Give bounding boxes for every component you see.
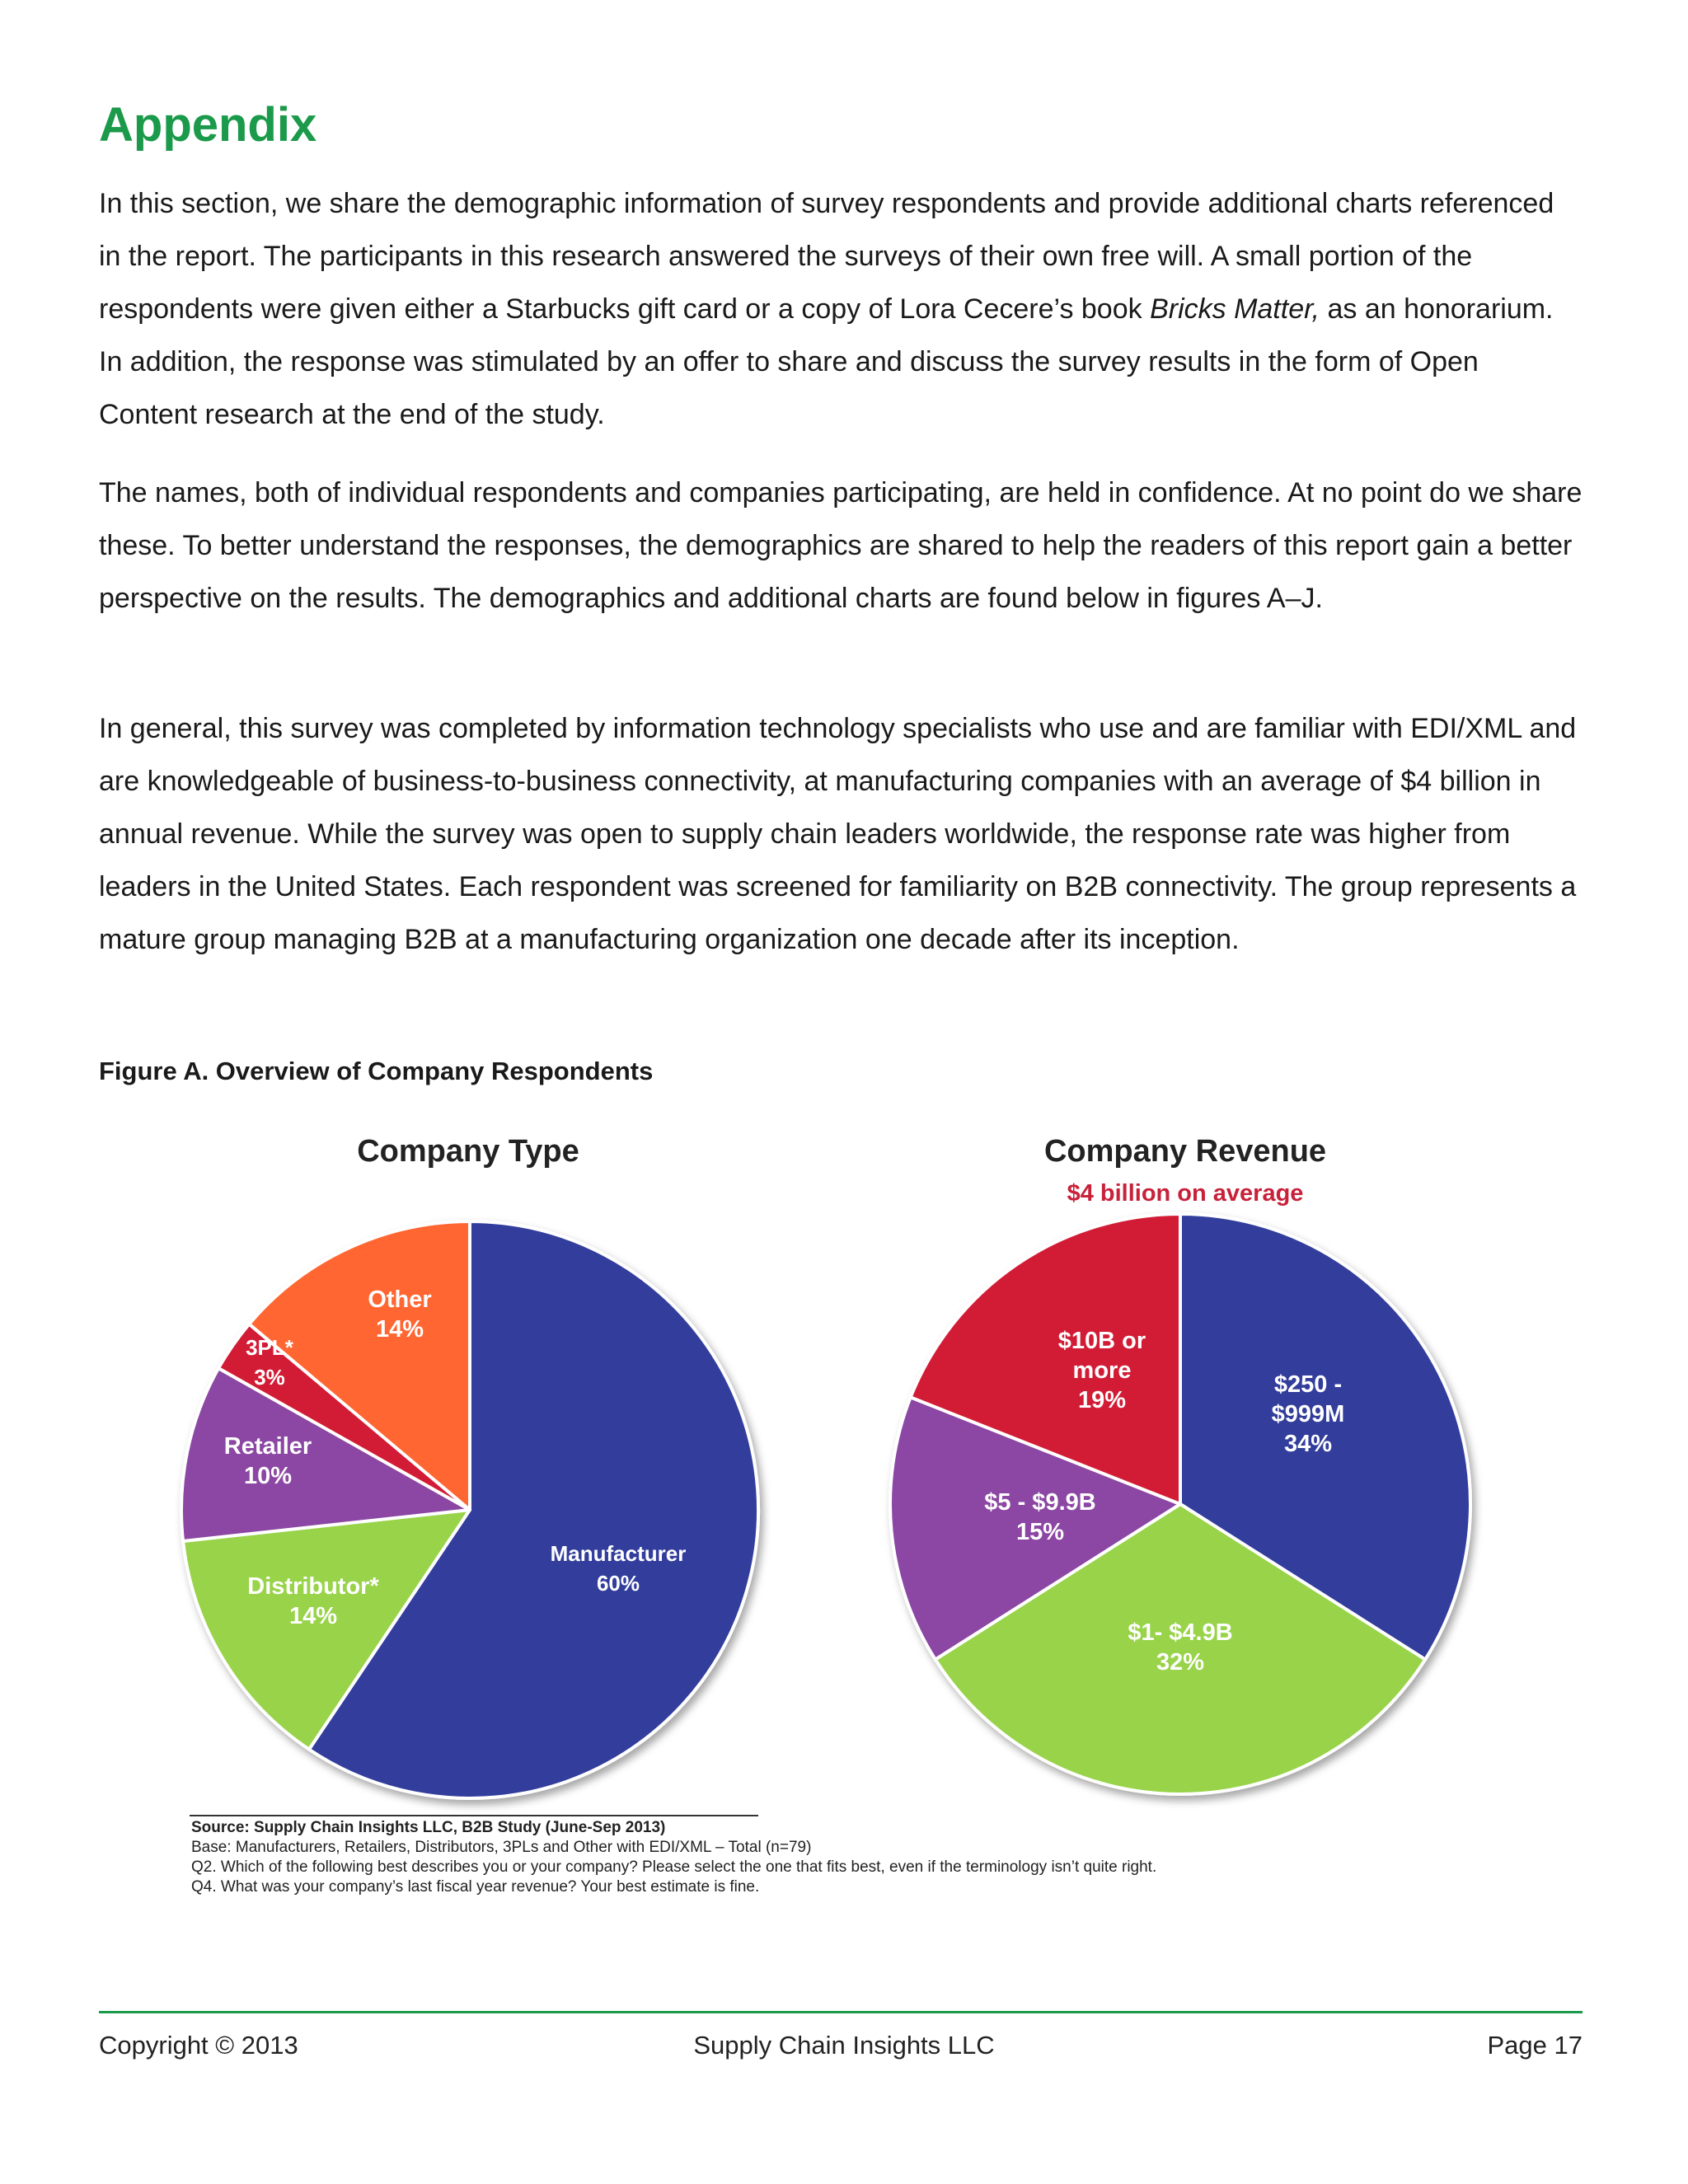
source-note: Source: Supply Chain Insights LLC, B2B Study (June-Sep 2013) — [191, 1819, 666, 1836]
company-revenue-slice-label-10b-or-more: $10B or more 19% — [1057, 1328, 1146, 1413]
footer-copyright: Copyright © 2013 — [99, 2031, 298, 2060]
book-title: Bricks Matter, — [1150, 293, 1320, 325]
company-type-slice-label-distributor: Distributor* 14% — [247, 1573, 379, 1629]
question-q4-note: Q4. What was your company’s last fiscal year revenue? Your best estimate is fine. — [191, 1878, 760, 1896]
page-heading: Appendix — [99, 98, 317, 152]
paragraph-intro-part2: as an honorarium. In addition, the response was stimulated by an offer to share and discuss the survey results in the form of Open Content research at the end of the study. — [99, 293, 1554, 430]
company-revenue-chart-title: Company Revenue — [1043, 1134, 1327, 1169]
company-revenue-pie-slices — [890, 1214, 1470, 1794]
question-q2-note: Q2. Which of the following best describes you or your company? Please select the one that fits best, even if the terminology isn’t quite right. — [191, 1858, 1157, 1876]
company-type-chart-title: Company Type — [357, 1134, 579, 1169]
company-revenue-slice-label-250-999m: $250 -$999M 34% — [1271, 1371, 1345, 1457]
company-revenue-slice-label-1-4-9b: $1- $4.9B 32% — [1128, 1619, 1233, 1675]
company-revenue-chart-subtitle: $4 billion on average — [1067, 1180, 1304, 1207]
paragraph-intro-part1: In this section, we share the demographic information of survey respondents and provide additional charts referenced in the report. The participants in this research answered the surveys of their own free will. A small portion of the respondents were given either a Starbucks gift card or a copy of Lora Cecere’s book — [99, 188, 1554, 325]
company-type-slice-label-other: Other 14% — [368, 1286, 432, 1343]
footer-page-number: Page 17 — [1487, 2031, 1582, 2060]
company-revenue-pie-chart — [890, 1214, 1470, 1794]
company-type-pie-slices — [181, 1221, 758, 1798]
paragraph-summary: In general, this survey was completed by information technology specialists who use and are familiar with EDI/XML and are knowledgeable of business-to-business connectivity, at manufacturing companies with an average of $4 billion in annual revenue. While the survey was open to supply chain leaders worldwide, the response rate was higher from leaders in the United States. Each respondent was screened for familiarity on B2B connectivity. The group represents a mature group managing B2B at a manufacturing organization one decade after its inception. — [99, 713, 1577, 955]
base-note: Base: Manufacturers, Retailers, Distributors, 3PLs and Other with EDI/XML – Total (n=79) — [191, 1839, 812, 1856]
paragraph-confidentiality: The names, both of individual respondents and companies participating, are held in confidence. At no point do we share these. To better understand the responses, the demographics are shared to help the readers of this report gain a better perspective on the results. The demographics and additional charts are found below in figures A–J. — [99, 477, 1582, 614]
company-type-slice-label-3pl: 3PL* 3% — [246, 1335, 293, 1390]
figure-notes — [191, 1818, 1156, 1897]
company-type-slice-label-manufacturer: Manufacturer 60% — [550, 1541, 687, 1596]
figure-caption: Figure A. Overview of Company Respondents — [99, 1057, 654, 1085]
footer-company: Supply Chain Insights LLC — [693, 2031, 995, 2060]
source-divider — [190, 1815, 758, 1816]
company-revenue-slice-label-5-9-9b: $5 - $9.9B 15% — [984, 1489, 1096, 1545]
company-type-pie-chart — [181, 1221, 758, 1798]
footer-divider — [99, 2011, 1582, 2013]
company-type-slice-label-retailer: Retailer 10% — [223, 1433, 312, 1489]
